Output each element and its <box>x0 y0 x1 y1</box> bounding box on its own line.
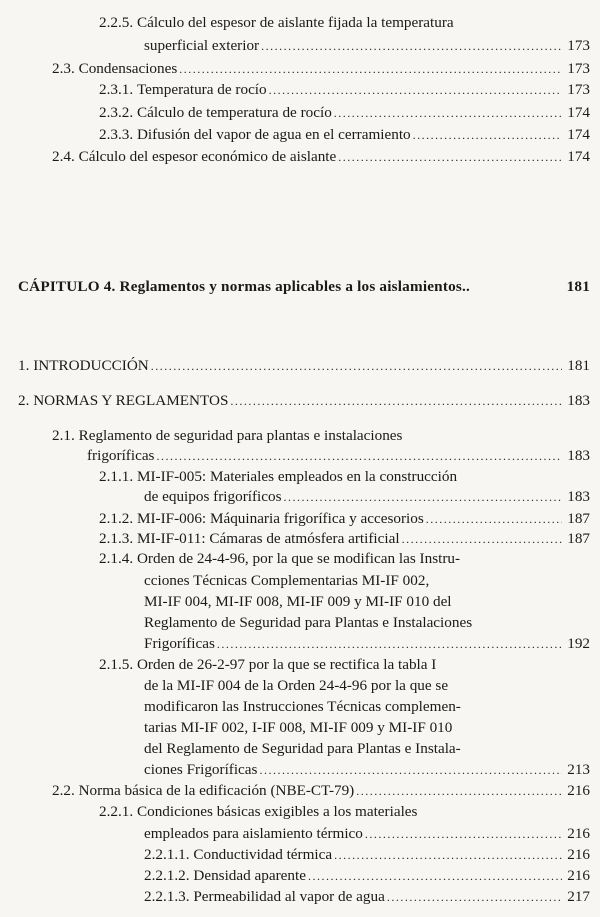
leader-dots <box>334 845 562 865</box>
section-number: 2.2.5. <box>99 14 134 31</box>
page-number: 213 <box>567 761 590 778</box>
leader-dots <box>308 866 562 886</box>
section-number: 2.2.1.3. <box>144 888 190 905</box>
entry-title: Cálculo de temperatura de rocío <box>136 104 332 121</box>
section-number: 2.4. <box>52 148 75 165</box>
toc-entry <box>99 467 590 487</box>
leader-dots <box>259 760 562 780</box>
toc-entry-continuation <box>144 592 590 612</box>
chapter-heading <box>18 277 590 297</box>
page-number: 216 <box>567 867 590 884</box>
entry-title: INTRODUCCIÓN <box>33 357 149 374</box>
page-number: 216 <box>567 825 590 842</box>
leader-dots <box>387 887 562 907</box>
leader-dots <box>338 147 562 167</box>
section-number: 2.3.1. <box>99 81 134 98</box>
page-number: 174 <box>567 126 590 143</box>
entry-title: MI-IF 004, MI-IF 008, MI-IF 009 y MI-IF 010 del <box>144 593 452 610</box>
toc-entry <box>99 509 590 529</box>
entry-title: Cálculo del espesor de aislante fijada la temperatura <box>136 14 454 31</box>
toc-entry-continuation <box>144 697 590 717</box>
leader-dots <box>356 781 562 801</box>
section-number: 2.1.2. <box>99 510 134 527</box>
toc-entry <box>99 802 590 822</box>
page-number: 216 <box>567 846 590 863</box>
leader-dots <box>334 103 562 123</box>
toc-entry <box>99 103 590 123</box>
section-number: 2.1.4. <box>99 550 134 567</box>
section-number: 1. <box>18 357 30 374</box>
toc-entry <box>99 125 590 145</box>
leader-dots <box>413 125 562 145</box>
entry-title: MI-IF-005: Materiales empleados en la construcción <box>136 468 458 485</box>
toc-entry <box>52 781 590 801</box>
leader-dots <box>426 509 562 529</box>
section-number: 2.1.3. <box>99 530 134 547</box>
entry-title: superficial exterior <box>144 37 260 54</box>
page-number: 217 <box>567 888 590 905</box>
page-number: 174 <box>567 148 590 165</box>
section-number: 2.3.2. <box>99 104 134 121</box>
toc-entry-continuation <box>144 718 590 738</box>
entry-title: ciones Frigoríficas <box>144 761 258 778</box>
page-number: 183 <box>567 447 590 464</box>
leader-dots <box>230 391 562 411</box>
section-number: 2.3. <box>52 60 75 77</box>
toc-entry-continuation <box>144 634 590 654</box>
leader-dots <box>156 446 562 466</box>
entry-title: frigoríficas <box>87 447 155 464</box>
entry-title: del Reglamento de Seguridad para Plantas e Instala- <box>144 740 461 757</box>
page-number: 187 <box>567 530 590 547</box>
page-number: 173 <box>567 60 590 77</box>
toc-entry-continuation <box>144 760 590 780</box>
section-number: 2.2.1.2. <box>144 867 190 884</box>
page-number: 181 <box>566 278 590 295</box>
leader-dots <box>151 356 562 376</box>
entry-title: tarias MI-IF 002, I-IF 008, MI-IF 009 y MI-IF 010 <box>144 719 453 736</box>
toc-entry-continuation <box>87 446 590 466</box>
entry-title: Norma básica de la edificación (NBE-CT-79) <box>78 782 355 799</box>
page-number: 173 <box>567 37 590 54</box>
entry-title: Frigoríficas <box>144 635 215 652</box>
section-number: 2. <box>18 392 30 409</box>
toc-entry <box>52 147 590 167</box>
entry-title: NORMAS Y REGLAMENTOS <box>33 392 229 409</box>
entry-title: Reglamento de Seguridad para Plantas e Instalaciones <box>144 614 473 631</box>
toc-entry-continuation <box>144 824 590 844</box>
toc-entry <box>144 845 590 865</box>
toc-entry <box>99 655 590 675</box>
section-number: 2.1.5. <box>99 656 134 673</box>
leader-dots <box>261 36 562 56</box>
entry-title: Temperatura de rocío <box>136 81 267 98</box>
page-number: 192 <box>567 635 590 652</box>
toc-entry-continuation <box>144 676 590 696</box>
toc-entry <box>52 426 590 446</box>
page-number: 187 <box>567 510 590 527</box>
toc-entry <box>99 13 590 33</box>
entry-title: MI-IF-011: Cámaras de atmósfera artificial <box>136 530 400 547</box>
entry-title: Densidad aparente <box>193 867 306 884</box>
page-number: 216 <box>567 782 590 799</box>
toc-entry <box>18 391 590 411</box>
entry-title: Difusión del vapor de agua en el cerramiento <box>136 126 411 143</box>
entry-title: Conductividad térmica <box>193 846 333 863</box>
leader-dots <box>217 634 562 654</box>
page-number: 181 <box>567 357 590 374</box>
entry-title: empleados para aislamiento térmico <box>144 825 363 842</box>
entry-title: modificaron las Instrucciones Técnicas complemen- <box>144 698 461 715</box>
toc-entry-continuation <box>144 613 590 633</box>
entry-title: MI-IF-006: Máquinaria frigorífica y accesorios <box>136 510 424 527</box>
page-number: 174 <box>567 104 590 121</box>
leader-dots <box>402 529 562 549</box>
toc-entry-continuation <box>144 571 590 591</box>
section-number: 2.2.1. <box>99 803 134 820</box>
toc-entry <box>144 866 590 886</box>
toc-entry-continuation <box>144 739 590 759</box>
leader-dots <box>284 487 563 507</box>
toc-entry <box>144 887 590 907</box>
toc-entry-continuation <box>144 487 590 507</box>
section-number: 2.3.3. <box>99 126 134 143</box>
entry-title: cciones Técnicas Complementarias MI-IF 002, <box>144 572 430 589</box>
entry-title: Orden de 26-2-97 por la que se rectifica la tabla I <box>136 656 437 673</box>
toc-entry <box>99 80 590 100</box>
toc-entry-continuation <box>144 36 590 56</box>
entry-title: Orden de 24-4-96, por la que se modifican las Instru- <box>136 550 461 567</box>
chapter-title: CÁPITULO 4. Reglamentos y normas aplicables a los aislamientos.. <box>18 278 470 295</box>
section-number: 2.2.1.1. <box>144 846 190 863</box>
entry-title: Condensaciones <box>78 60 178 77</box>
page-number: 173 <box>567 81 590 98</box>
leader-dots <box>365 824 562 844</box>
page-number: 183 <box>567 488 590 505</box>
entry-title: Permeabilidad al vapor de agua <box>193 888 385 905</box>
toc-entry <box>99 549 590 569</box>
page-number: 183 <box>567 392 590 409</box>
leader-dots <box>269 80 562 100</box>
toc-entry <box>52 59 590 79</box>
section-number: 2.1.1. <box>99 468 134 485</box>
entry-title: Cálculo del espesor económico de aislante <box>78 148 337 165</box>
toc-entry <box>99 529 590 549</box>
entry-title: Reglamento de seguridad para plantas e instalaciones <box>78 427 403 444</box>
entry-title: de equipos frigoríficos <box>144 488 282 505</box>
toc-entry <box>18 356 590 376</box>
section-number: 2.1. <box>52 427 75 444</box>
section-number: 2.2. <box>52 782 75 799</box>
entry-title: de la MI-IF 004 de la Orden 24-4-96 por la que se <box>144 677 449 694</box>
leader-dots <box>179 59 562 79</box>
entry-title: Condiciones básicas exigibles a los materiales <box>136 803 418 820</box>
